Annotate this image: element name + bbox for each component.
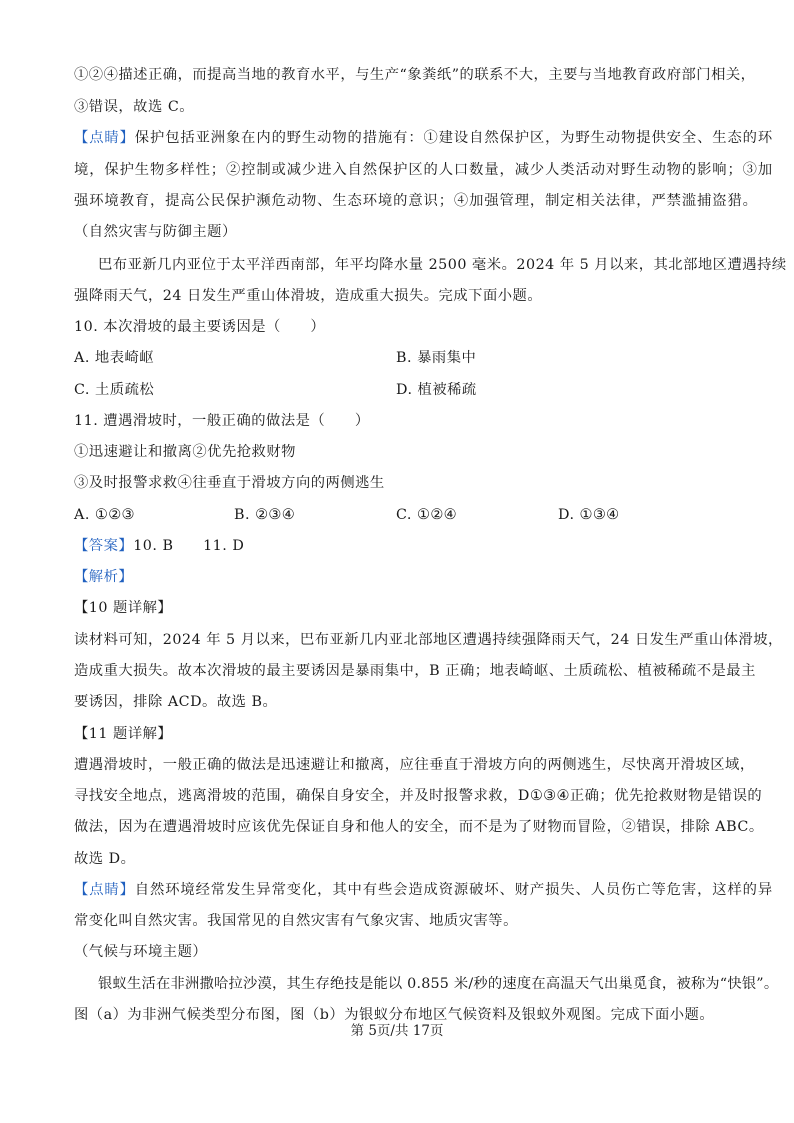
q10-option-a: A. 地表崎岖 xyxy=(74,350,155,366)
detail-10-text: 读材料可知，2024 年 5 月以来，巴布亚新几内亚北部地区遭遇持续强降雨天气，24 日发生严重山体滑坡， xyxy=(74,632,783,648)
answer-line xyxy=(74,537,244,555)
material-line: 图（a）为非洲气候类型分布图，图（b）为银蚁分布地区气候资料及银蚁外观图。完成下面小题。 xyxy=(74,1007,715,1023)
detail-11-heading: 【11 题详解】 xyxy=(74,726,173,742)
detail-10-heading: 【10 题详解】 xyxy=(74,600,173,616)
q11-statements: ③及时报警求救④往垂直于滑坡方向的两侧逃生 xyxy=(74,475,385,491)
material-line: 银蚁生活在非洲撒哈拉沙漠，其生存绝技是能以 0.855 米/秒的速度在高温天气出巢觅食，被称为“快银”。 xyxy=(98,976,779,992)
answer-label: 【答案】 xyxy=(74,538,134,554)
answer-text: 10. B 11. D xyxy=(133,538,245,554)
q11-option-d: D. ①③④ xyxy=(558,507,620,523)
dianjing-text: 保护包括亚洲象在内的野生动物的措施有：①建设自然保护区，为野生动物提供安全、生态的环 xyxy=(134,130,774,146)
dianjing-label: 【点睛】 xyxy=(74,882,135,898)
text-line: 强环境教育，提高公民保护濒危动物、生态环境的意识；④加强管理，制定相关法律，严禁滥捕盗猎。 xyxy=(74,193,758,209)
text-line: ①②④描述正确，而提高当地的教育水平，与生产“象粪纸”的联系不大，主要与当地教育政府部门相关， xyxy=(74,67,756,83)
text-line: 境，保护生物多样性；②控制或减少进入自然保护区的人口数量，减少人类活动对野生动物的影响；③加 xyxy=(74,162,774,178)
detail-10-text: 要诱因，排除 ACD。故选 B。 xyxy=(74,694,278,710)
q10-option-c: C. 土质疏松 xyxy=(74,382,155,398)
material-line: 巴布亚新几内亚位于太平洋西南部，年平均降水量 2500 毫米。2024 年 5 月以来，其北部地区遭遇持续 xyxy=(98,257,787,273)
q10-option-b: B. 暴雨集中 xyxy=(396,350,477,366)
detail-11-text: 做法，因为在遭遇滑坡时应该优先保证自身和他人的安全，而不是为了财物而冒险，②错误，排除 ABC。 xyxy=(74,819,764,835)
detail-10-text: 造成重大损失。故本次滑坡的最主要诱因是暴雨集中，B 正确；地表崎岖、土质疏松、植被稀疏不是最主 xyxy=(74,663,756,679)
analysis-label: 【解析】 xyxy=(74,569,134,585)
q11-statements: ①迅速避让和撤离②优先抢救财物 xyxy=(74,444,296,460)
dianjing-label: 【点睛】 xyxy=(74,130,135,146)
material-line: 强降雨天气，24 日发生严重山体滑坡，造成重大损失。完成下面小题。 xyxy=(74,288,543,304)
topic-heading: （气候与环境主题） xyxy=(74,944,208,960)
q10-option-d: D. 植被稀疏 xyxy=(396,382,477,398)
topic-heading: （自然灾害与防御主题） xyxy=(74,224,237,240)
dianjing-paragraph xyxy=(74,881,773,899)
question-10: 10. 本次滑坡的最主要诱因是（ ） xyxy=(74,319,326,335)
text-line: ③错误，故选 C。 xyxy=(74,99,195,115)
q11-option-c: C. ①②④ xyxy=(396,507,457,523)
q11-option-a: A. ①②③ xyxy=(74,507,135,523)
dianjing-paragraph xyxy=(74,129,773,147)
dianjing-text: 自然环境经常发生异常变化，其中有些会造成资源破坏、财产损失、人员伤亡等危害，这样的异 xyxy=(134,882,774,898)
q11-option-b: B. ②③④ xyxy=(234,507,296,523)
detail-11-text: 遭遇滑坡时，一般正确的做法是迅速避让和撤离，应往垂直于滑坡方向的两侧逃生，尽快离开滑坡区域， xyxy=(74,757,755,773)
question-11: 11. 遭遇滑坡时，一般正确的做法是（ ） xyxy=(74,413,370,429)
text-line: 常变化叫自然灾害。我国常见的自然灾害有气象灾害、地质灾害等。 xyxy=(74,913,518,929)
page-footer: 第 5页/共 17页 xyxy=(350,1023,444,1039)
detail-11-text: 寻找安全地点，逃离滑坡的范围，确保自身安全，并及时报警求救，D①③④正确；优先抢救财物是错误的 xyxy=(74,788,763,804)
detail-11-text: 故选 D。 xyxy=(74,851,136,867)
